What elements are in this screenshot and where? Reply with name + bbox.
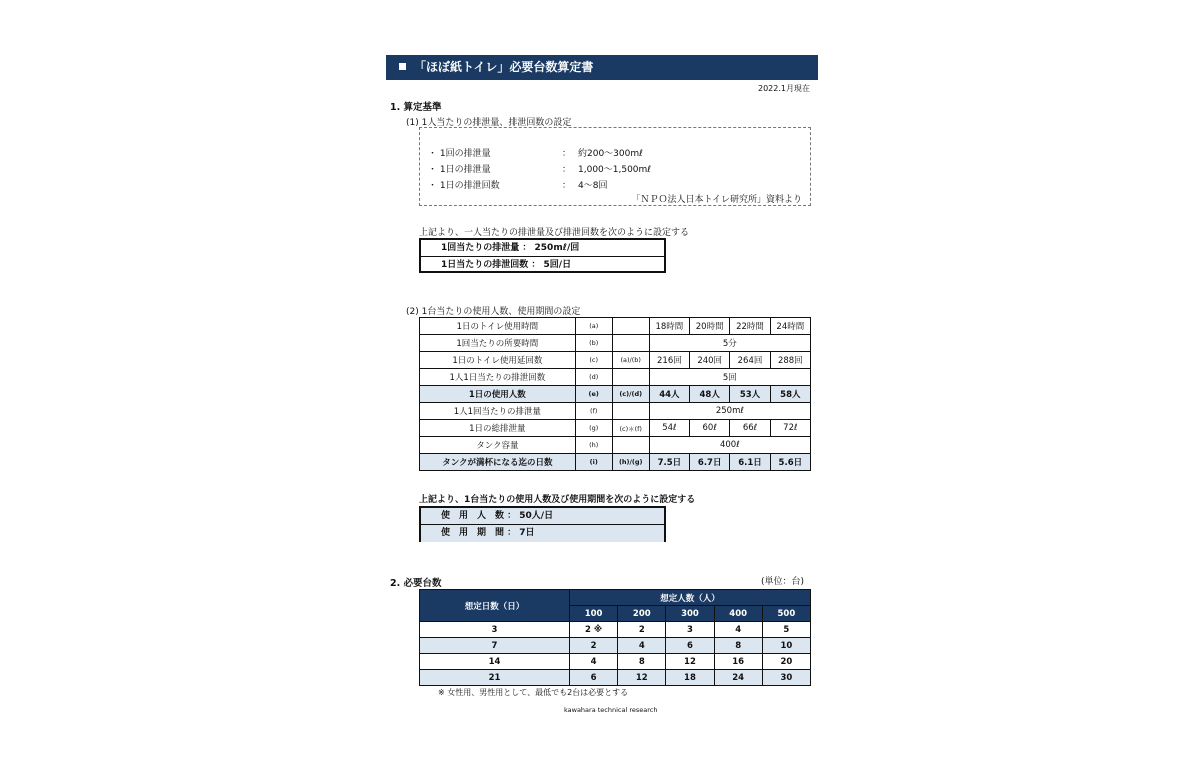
cell: 8 [714, 638, 762, 654]
cell: 12 [666, 654, 714, 670]
cell: 4 [714, 622, 762, 638]
square-icon [399, 63, 406, 70]
cell: 4 [570, 654, 618, 670]
cell: 2 [618, 622, 666, 638]
row-label: タンクが満杯になる迄の日数 [420, 454, 576, 471]
row-code: (b) [575, 335, 612, 352]
cell: 16 [714, 654, 762, 670]
table-row [420, 335, 811, 352]
footer-credit: kawahara technical research [564, 706, 658, 714]
cell: 24時間 [770, 318, 810, 335]
row-label: 1回当たりの所要時間 [420, 335, 576, 352]
row-code: (d) [575, 369, 612, 386]
row-code: (e) [575, 386, 612, 403]
required-units-table [419, 589, 811, 686]
cell: 5.6日 [770, 454, 810, 471]
row-label: 1日のトイレ使用延回数 [420, 352, 576, 369]
setting2-row: 使 用 期 間 ： 7日 [421, 525, 664, 542]
row-formula: (c)/(d) [612, 386, 649, 403]
sub1-heading: (1) 1人当たりの排泄量、排泄回数の設定 [406, 118, 572, 128]
title-bar [386, 55, 818, 80]
cell: 2 [570, 638, 618, 654]
row-formula [612, 318, 649, 335]
cell: 72ℓ [770, 420, 810, 437]
cell: 2 ※ [570, 622, 618, 638]
row-formula [612, 335, 649, 352]
setting1-row: 1日当たりの排泄回数 ： 5回/日 [441, 260, 572, 270]
row-code: (h) [575, 437, 612, 454]
cell: 18時間 [649, 318, 689, 335]
crit-value-0: 約200～300mℓ [578, 149, 643, 159]
row-code: (g) [575, 420, 612, 437]
cell: 20時間 [690, 318, 730, 335]
footnote: ※ 女性用、男性用として、最低でも2台は必要とする [438, 688, 629, 697]
cell: 24 [714, 670, 762, 686]
row-label: 1日の使用人数 [420, 386, 576, 403]
cell: 240回 [690, 352, 730, 369]
cell: 3 [666, 622, 714, 638]
date-stamp: 2022.1月現在 [758, 84, 810, 93]
crit-sep-1: ： [562, 165, 572, 175]
cell: 60ℓ [690, 420, 730, 437]
cell: 12 [618, 670, 666, 686]
row-code: (c) [575, 352, 612, 369]
section1-heading: 1. 算定基準 [390, 102, 442, 113]
row-formula: (a)/(b) [612, 352, 649, 369]
row-label: 1日の総排泄量 [420, 420, 576, 437]
criteria-box [419, 127, 811, 206]
table-row [420, 437, 811, 454]
cell: 54ℓ [649, 420, 689, 437]
table-row [420, 420, 811, 437]
table-header-row [420, 590, 811, 606]
cell: 7.5日 [649, 454, 689, 471]
table-row [420, 403, 811, 420]
cell: 48人 [690, 386, 730, 403]
cell: 18 [666, 670, 714, 686]
row-formula: (c)＊(f) [612, 420, 649, 437]
span-cell: 5分 [649, 335, 810, 352]
days-cell: 21 [420, 670, 570, 686]
cell: 6 [570, 670, 618, 686]
cell: 6.7日 [690, 454, 730, 471]
usage-table [419, 317, 811, 471]
days-cell: 7 [420, 638, 570, 654]
cell: 6 [666, 638, 714, 654]
cell: 10 [762, 638, 810, 654]
cell: 6.1日 [730, 454, 770, 471]
crit-sep-0: ： [562, 149, 572, 159]
cell: 264回 [730, 352, 770, 369]
table-row [420, 369, 811, 386]
row-code: (a) [575, 318, 612, 335]
col-label: 200 [618, 606, 666, 622]
table-row [420, 622, 811, 638]
cell: 44人 [649, 386, 689, 403]
cell: 8 [618, 654, 666, 670]
setting2-box [419, 506, 666, 542]
col-label: 100 [570, 606, 618, 622]
row-code: (i) [575, 454, 612, 471]
doc-title: 「ほぼ紙トイレ」必要台数算定書 [414, 60, 594, 74]
col-header: 想定人数（人） [570, 590, 811, 606]
cell: 216回 [649, 352, 689, 369]
setting1-box [419, 238, 666, 273]
table-row [420, 670, 811, 686]
crit-label-1: ・ 1日の排泄量 [428, 165, 491, 175]
crit-value-2: 4～8回 [578, 181, 608, 191]
row-label: 1人1日当たりの排泄回数 [420, 369, 576, 386]
crit-label-2: ・ 1日の排泄回数 [428, 181, 500, 191]
span-cell: 400ℓ [649, 437, 810, 454]
days-cell: 3 [420, 622, 570, 638]
sub2-heading: (2) 1台当たりの使用人数、使用期間の設定 [406, 307, 581, 317]
table-row [420, 386, 811, 403]
span-cell: 5回 [649, 369, 810, 386]
unit-label: (単位：台) [760, 577, 804, 587]
table-row [420, 352, 811, 369]
table-row [420, 638, 811, 654]
cell: 53人 [730, 386, 770, 403]
crit-label-0: ・ 1回の排泄量 [428, 149, 491, 159]
cell: 20 [762, 654, 810, 670]
cell: 30 [762, 670, 810, 686]
row-formula [612, 403, 649, 420]
crit-value-1: 1,000～1,500mℓ [578, 165, 652, 175]
row-label: 1日のトイレ使用時間 [420, 318, 576, 335]
row-formula [612, 369, 649, 386]
note1: 上記より、一人当たりの排泄量及び排泄回数を次のように設定する [419, 228, 690, 238]
note2: 上記より、1台当たりの使用人数及び使用期間を次のように設定する [419, 495, 696, 505]
row-header: 想定日数（日） [420, 590, 570, 622]
cell: 58人 [770, 386, 810, 403]
source-note: 「ＮＰＯ法人日本トイレ研究所」資料より [631, 195, 802, 205]
span-cell: 250mℓ [649, 403, 810, 420]
table-row [420, 318, 811, 335]
row-code: (f) [575, 403, 612, 420]
setting2-row: 使 用 人 数 ： 50人/日 [421, 508, 664, 525]
table-row [420, 654, 811, 670]
setting1-row: 1回当たりの排泄量 ： 250mℓ/回 [421, 240, 664, 257]
crit-sep-2: ： [562, 181, 572, 191]
table-row [420, 454, 811, 471]
col-label: 300 [666, 606, 714, 622]
cell: 4 [618, 638, 666, 654]
cell: 66ℓ [730, 420, 770, 437]
section2-heading: 2. 必要台数 [390, 578, 442, 589]
col-label: 400 [714, 606, 762, 622]
cell: 22時間 [730, 318, 770, 335]
days-cell: 14 [420, 654, 570, 670]
row-formula: (h)/(g) [612, 454, 649, 471]
cell: 288回 [770, 352, 810, 369]
cell: 5 [762, 622, 810, 638]
row-label: タンク容量 [420, 437, 576, 454]
col-label: 500 [762, 606, 810, 622]
row-formula [612, 437, 649, 454]
row-label: 1人1回当たりの排泄量 [420, 403, 576, 420]
